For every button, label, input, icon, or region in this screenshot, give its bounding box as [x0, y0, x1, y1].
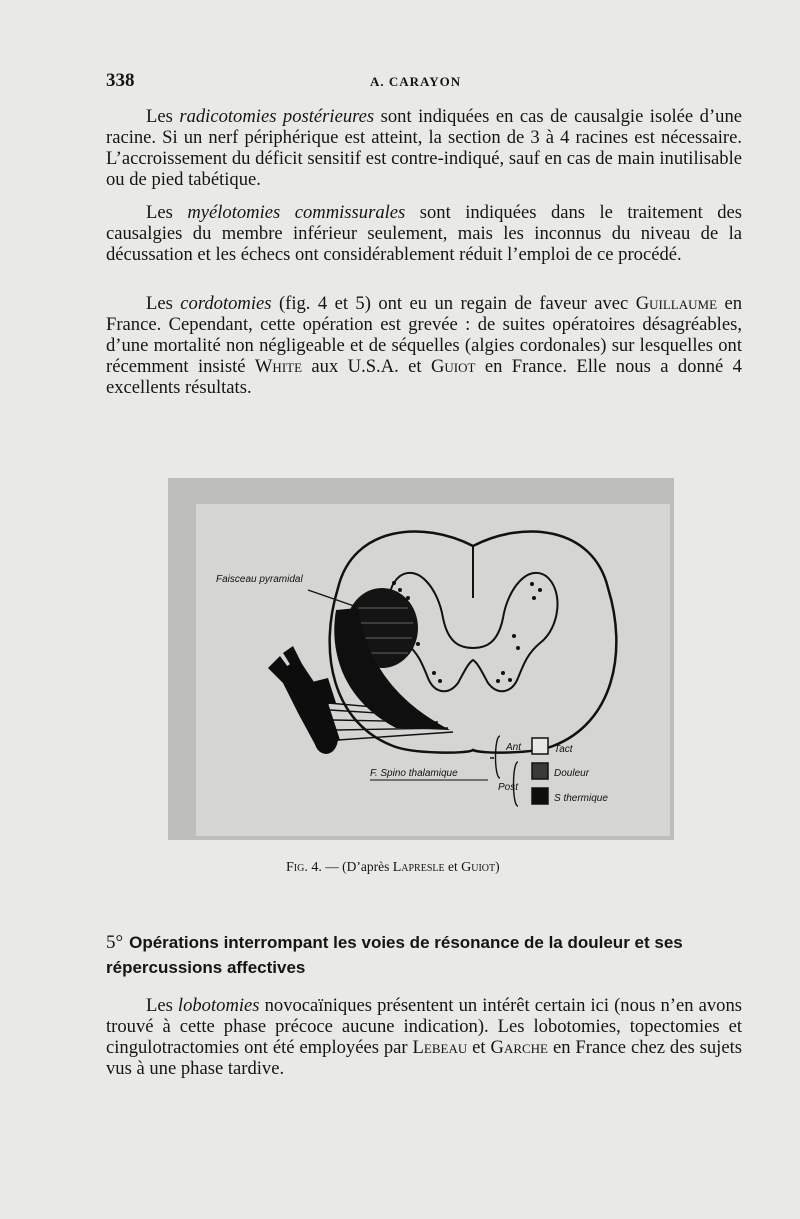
- label-tact: Tact: [554, 744, 573, 755]
- author-name: White: [254, 356, 303, 377]
- label-ant: Ant: [506, 742, 522, 753]
- running-title: A. CARAYON: [370, 74, 462, 89]
- term-cordotomies: cordotomies: [180, 293, 272, 314]
- caption-fig-number: Fig. 4.: [286, 860, 322, 875]
- paragraph-radicotomies: [106, 106, 742, 190]
- figure-paper: [196, 504, 670, 836]
- spinal-cord-illustration: [168, 478, 674, 840]
- text: sont indiquées dans le traitement des causalgies du membre inférieur seulement, mais les inconnus du niveau de la décussation et les échecs ont considérablement réduit l’emploi de ce procédé.: [106, 202, 743, 265]
- legend-swatch-tact: [532, 738, 548, 754]
- term-radicotomies: radicotomies postérieures: [179, 106, 375, 127]
- author-name: Lebeau: [412, 1037, 468, 1058]
- caption-text: — (D’après: [321, 859, 393, 874]
- label-faisceau-pyramidal: Faisceau pyramidal: [216, 574, 303, 585]
- section-number: 5°: [106, 932, 124, 953]
- caption-author: Guiot: [461, 860, 496, 875]
- author-name: Garche: [490, 1037, 549, 1058]
- text: Les: [146, 995, 178, 1016]
- caption-text: et: [444, 859, 462, 874]
- label-thermique: S thermique: [554, 793, 608, 804]
- legend-swatch-douleur: [532, 763, 548, 779]
- text: aux U.S.A. et: [302, 356, 431, 377]
- label-post: Post: [498, 782, 519, 793]
- section-heading: [106, 930, 751, 980]
- label-douleur: Douleur: [554, 768, 590, 779]
- paragraph-myelotomies: [106, 202, 742, 265]
- text: Les: [146, 106, 180, 127]
- text: en France chez des sujets vus à une phase tardive.: [106, 1037, 742, 1079]
- text: Les: [146, 293, 181, 314]
- text: Les: [146, 202, 188, 223]
- text: et: [467, 1037, 491, 1058]
- author-name: Guiot: [430, 356, 476, 377]
- term-myelotomies: myélotomies commissurales: [187, 202, 406, 223]
- text: sont indiquées en cas de causalgie isolée d’une racine. Si un nerf périphérique est atteint, la section de 3 à 4 racines est nécessaire. L’accroissement du déficit sensitif est contre-indiqué, sauf en cas de main inutilisable ou de pied tabétique.: [106, 106, 742, 190]
- caption-text: ): [495, 859, 500, 874]
- text: en France. Cependant, cette opération est grevée : de suites opératoires désagréables, d’une mortalité non négligeable et de séquelles (algies cordonales) sur lesquelles ont récemment insisté: [106, 293, 743, 377]
- text: (fig. 4 et 5) ont eu un regain de faveur avec: [271, 293, 636, 314]
- page-number: 338: [106, 70, 135, 91]
- text: en France. Elle nous a donné 4 excellents résultats.: [106, 356, 742, 398]
- author-name: Guillaume: [635, 293, 718, 314]
- label-spino-thalamique: F. Spino thalamique: [370, 768, 458, 779]
- figure-spinal-cord-diagram: [168, 478, 674, 840]
- caption-author: Lapresle: [392, 860, 445, 875]
- paragraph-lobotomies: [106, 995, 742, 1079]
- legend-swatch-thermique: [532, 788, 548, 804]
- paragraph-cordotomies: [106, 293, 742, 398]
- term-lobotomies: lobotomies: [177, 995, 260, 1016]
- section-title: Opérations interrompant les voies de résonance de la douleur et ses répercussions affectives: [106, 933, 683, 977]
- figure-caption: [286, 859, 500, 876]
- text: novocaïniques présentent un intérêt certain ici (nous n’en avons trouvé à cette phase précoce aucune indication). Les lobotomies, topectomies et cingulotractomies ont été employées par: [106, 995, 742, 1058]
